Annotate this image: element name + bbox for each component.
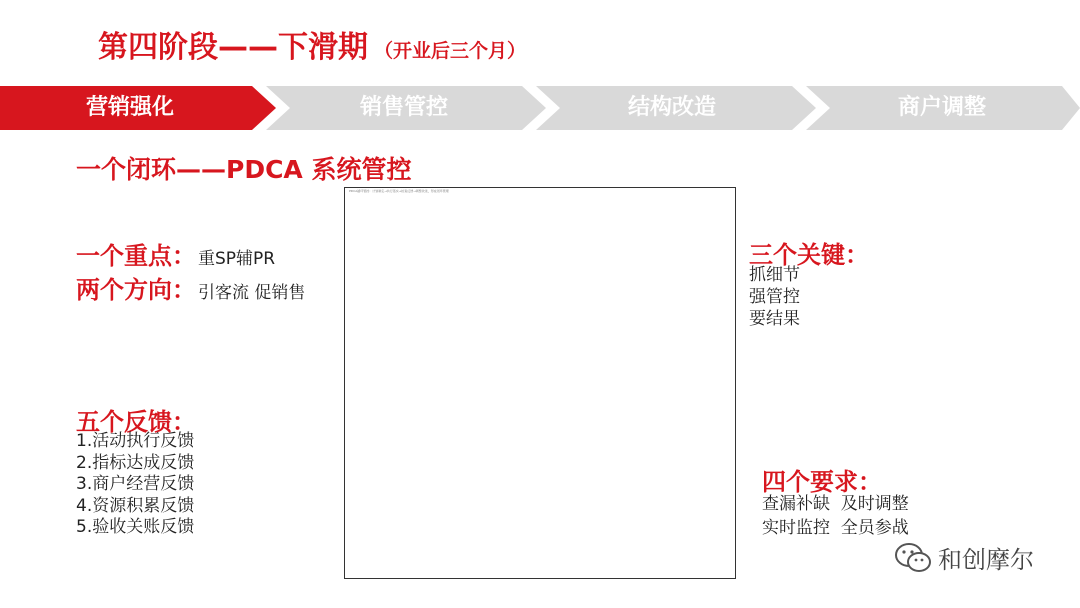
feedback-item: 1.活动执行反馈 — [76, 431, 195, 451]
focus-title: 一个重点： — [76, 242, 196, 270]
loop-title: 一个闭环——PDCA 系统管控 — [76, 155, 412, 184]
page-title — [98, 22, 526, 66]
keys-item: 要结果 — [749, 309, 800, 329]
wechat-icon — [894, 541, 932, 575]
requirements-item: 查漏补缺 及时调整 — [762, 494, 909, 514]
feedback-item: 2.指标达成反馈 — [76, 452, 195, 473]
keys-item: 强管控 — [749, 287, 800, 307]
feedback-item: 3.商户经营反馈 — [76, 474, 195, 494]
watermark-text: 和创摩尔 — [938, 546, 1034, 574]
directions-line — [76, 270, 305, 305]
title-subtitle: （开业后三个月） — [374, 40, 527, 62]
step-label-4: 商户调整 — [897, 95, 986, 120]
focus-value: 重SP辅PR — [198, 249, 276, 269]
feedback-list — [76, 431, 194, 539]
keys-list — [749, 264, 800, 330]
feedback-title: 五个反馈： — [76, 408, 196, 436]
feedback-item: 4.资源积累反馈 — [76, 495, 195, 516]
title-main: 第四阶段——下滑期 — [98, 30, 368, 65]
watermark — [894, 540, 1034, 575]
focus-line — [76, 236, 275, 271]
directions-value: 引客流 促销售 — [198, 283, 306, 303]
step-label-2: 销售管控 — [359, 95, 448, 120]
requirements-item: 实时监控 全员参战 — [762, 518, 909, 538]
requirements-title: 四个要求： — [762, 468, 882, 496]
requirements-list — [762, 492, 909, 540]
pdca-caption: PDCA循环管控：计划制定→执行落实→检查反馈→调整改进，形成闭环管理 — [349, 189, 449, 193]
feedback-item: 5.验收关账反馈 — [76, 517, 195, 537]
directions-title: 两个方向： — [76, 276, 196, 304]
step-label-3: 结构改造 — [627, 95, 716, 120]
keys-item: 抓细节 — [749, 265, 800, 285]
pdca-diagram-frame — [344, 187, 736, 579]
phase-steps — [0, 86, 1080, 130]
step-label-1: 营销强化 — [85, 95, 174, 120]
keys-title: 三个关键： — [749, 241, 869, 269]
